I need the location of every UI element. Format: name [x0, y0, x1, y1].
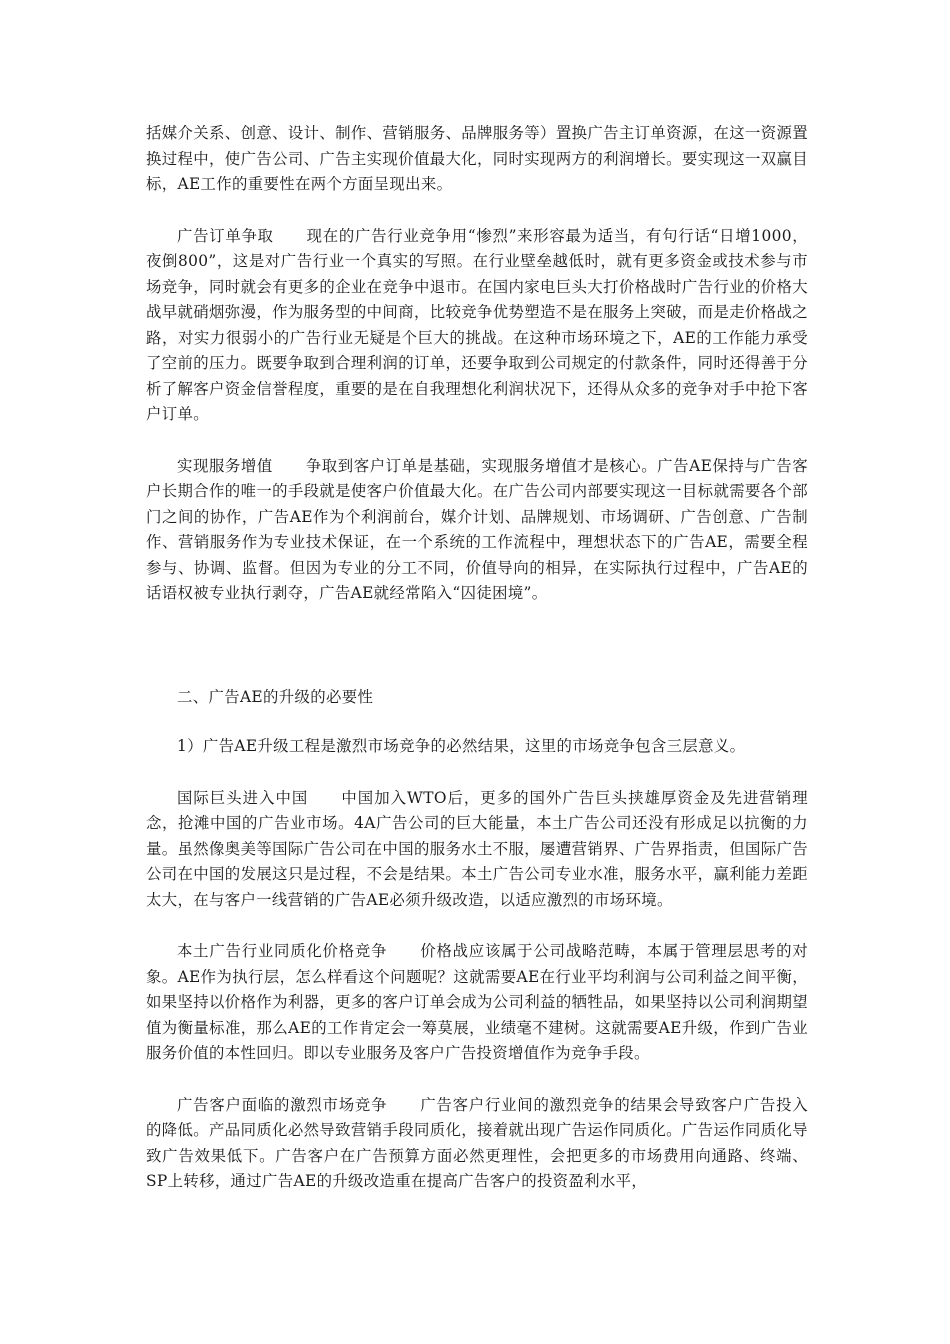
paragraph-intro-continuation	[146, 121, 808, 198]
section-heading: 二、广告AE的升级的必要性	[177, 687, 374, 706]
paragraph-text: 括媒介关系、创意、设计、制作、营销服务、品牌服务等）置换广告主订单资源，在这一资源置换过程中，使广告公司、广告主实现价值最大化，同时实现两方的利润增长。要实现这一双赢目标，AE工作的重要性在两个方面呈现出来。	[146, 124, 808, 193]
paragraph-text: 广告客户行业间的激烈竞争的结果会导致客户广告投入的降低。产品同质化必然导致营销手段同质化，接着就出现广告运作同质化。广告运作同质化导致广告效果低下。广告客户在广告预算方面必然更理性，会把更多的市场费用向通路、终端、SP上转移，通过广告AE的升级改造重在提高广告客户的投资盈利水平，	[146, 1095, 808, 1190]
paragraph-lead-heading: 广告客户面临的激烈市场竞争	[177, 1095, 388, 1114]
paragraph-order-acquisition	[146, 224, 808, 428]
paragraph-client-competition	[146, 1093, 808, 1195]
paragraph-price-competition	[146, 939, 808, 1067]
paragraph-text: 中国加入WTO后，更多的国外广告巨头挟雄厚资金及先进营销理念，抢滩中国的广告业市场。4A广告公司的巨大能量，本土广告公司还没有形成足以抗衡的力量。虽然像奥美等国际广告公司在中国的服务水土不服，屡遭营销界、广告界指责，但国际广告公司在中国的发展这只是过程，不会是结果。本土广告公司专业水准，服务水平，赢利能力差距太大，在与客户一线营销的广告AE必须升级改造，以适应激烈的市场环境。	[146, 788, 808, 909]
paragraph-service-value	[146, 454, 808, 607]
document-body	[146, 121, 808, 1195]
numbered-point: 1）广告AE升级工程是激烈市场竞争的必然结果，这里的市场竞争包含三层意义。	[177, 737, 746, 755]
paragraph-lead-heading: 实现服务增值	[177, 456, 273, 475]
paragraph-lead-heading: 国际巨头进入中国	[177, 788, 309, 807]
paragraph-text: 争取到客户订单是基础，实现服务增值才是核心。广告AE保持与广告客户长期合作的唯一的手段就是使客户价值最大化。在广告公司内部要实现这一目标就需要各个部门之间的协作，广告AE作为个利润前台，媒介计划、品牌规划、市场调研、广告创意、广告制作、营销服务作为专业技术保证，在一个系统的工作流程中，理想状态下的广告AE，需要全程参与、协调、监督。但因为专业的分工不同，价值导向的相异，在实际执行过程中，广告AE的话语权被专业执行剥夺，广告AE就经常陷入“囚徒困境”。	[146, 456, 808, 602]
paragraph-lead-heading: 本土广告行业同质化价格竞争	[177, 942, 388, 960]
paragraph-international-giants	[146, 786, 808, 914]
paragraph-text: 价格战应该属于公司战略范畴，本属于管理层思考的对象。AE作为执行层，怎么样看这个问题呢？这就需要AE在行业平均利润与公司利益之间平衡，如果坚持以价格作为利器，更多的客户订单会成为公司利益的牺牲品，如果坚持以公司利润期望值为衡量标准，那么AE的工作肯定会一筹莫展，业绩毫不建树。这就需要AE升级，作到广告业服务价值的本性回归。即以专业服务及客户广告投资增值作为竞争手段。	[146, 942, 808, 1062]
paragraph-lead-heading: 广告订单争取	[177, 226, 274, 245]
paragraph-text: 现在的广告行业竞争用“惨烈”来形容最为适当，有句行话“日增1000，夜倒800”，这是对广告行业一个真实的写照。在行业壁垒越低时，就有更多资金或技术参与市场竞争，同时就会有更多的企业在竞争中退市。在国内家电巨头大打价格战时广告行业的价格大战早就硝烟弥漫，作为服务型的中间商，比较竞争优势塑造不是在服务上突破，而是走价格战之路，对实力很弱小的广告行业无疑是个巨大的挑战。在这种市场环境之下，AE的工作能力承受了空前的压力。既要争取到合理利润的订单，还要争取到公司规定的付款条件，同时还得善于分析了解客户资金信誉程度，重要的是在自我理想化利润状况下，还得从众多的竞争对手中抢下客户订单。	[146, 226, 808, 423]
